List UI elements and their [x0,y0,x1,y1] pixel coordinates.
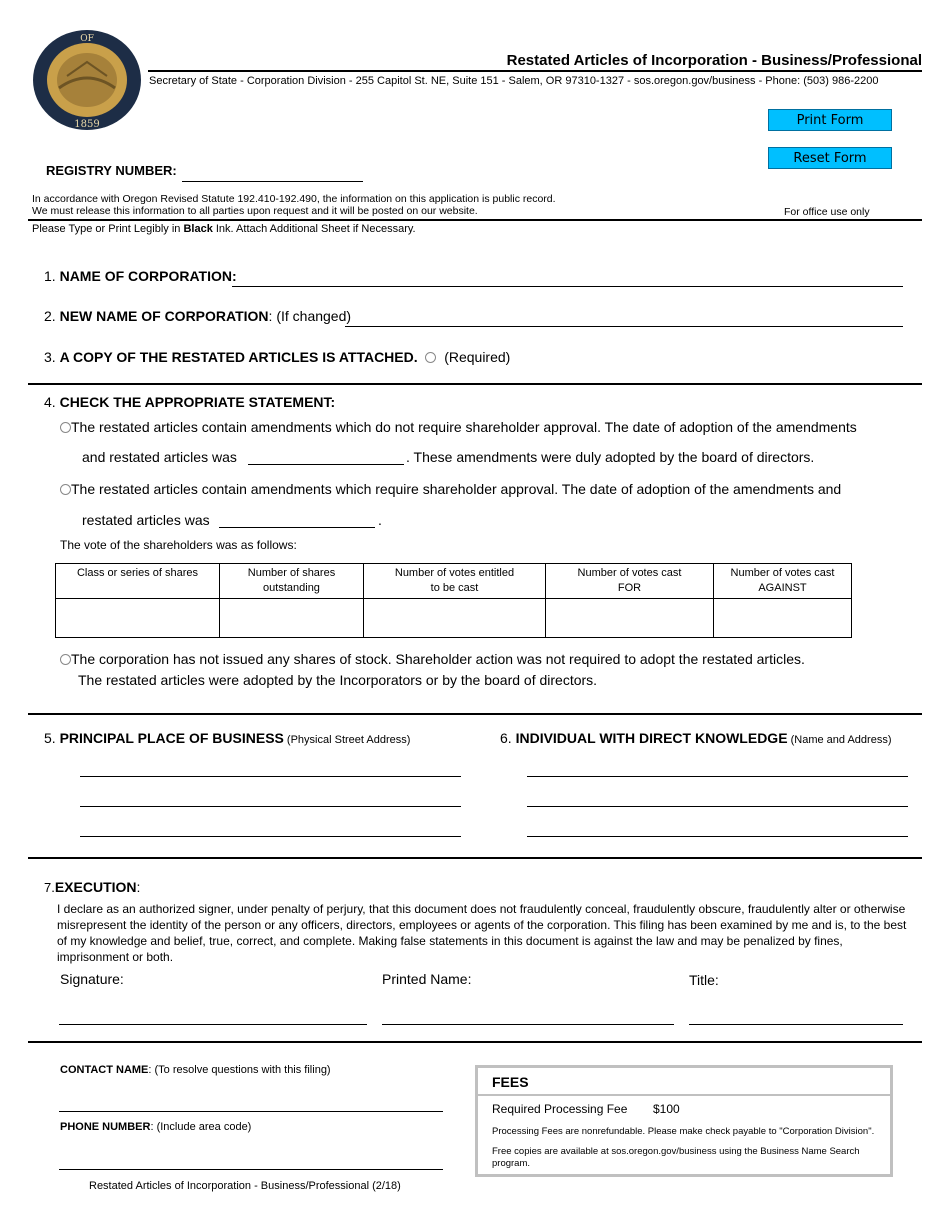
registry-number-label: REGISTRY NUMBER: [46,163,177,178]
section-6-divider [28,857,922,859]
phone-number-label: PHONE NUMBER: (Include area code) [60,1121,252,1133]
business-address-line-1[interactable] [80,762,461,777]
shares-outstanding-cell[interactable] [220,599,364,638]
section-7-divider [28,1041,922,1043]
contact-name-field[interactable] [59,1097,443,1112]
business-address-line-3[interactable] [80,822,461,837]
form-title: Restated Articles of Incorporation - Business/Professional [506,52,922,69]
individual-line-3[interactable] [527,822,908,837]
col-class-series: Class or series of shares [56,564,220,599]
notice-line-2: We must release this information to all parties upon request and it will be posted on our website. [32,205,478,217]
signature-label: Signature: [60,971,124,987]
title-rule [148,70,922,72]
notice-line-1: In accordance with Oregon Revised Statute 192.410-192.490, the information on this application is public record. [32,193,556,205]
votes-against-cell[interactable] [714,599,852,638]
free-copies-note: Free copies are available at sos.oregon.gov/business using the Business Name Search program. [492,1146,860,1169]
svg-text:OF: OF [80,34,94,44]
table-header-row [56,564,852,599]
fee-amount: $100 [653,1102,680,1116]
section-6-label: 6. INDIVIDUAL WITH DIRECT KNOWLEDGE (Name and Address) [500,730,892,746]
fees-title: FEES [492,1074,529,1090]
option-no-shares-radio[interactable] [60,654,71,665]
header-divider [28,219,922,221]
fees-nonrefundable-note: Processing Fees are nonrefundable. Please make check payable to "Corporation Division". [492,1126,875,1137]
vote-intro: The vote of the shareholders was as follows: [60,538,297,552]
option-2-adoption-date-field[interactable] [219,513,375,528]
section-3-divider [28,383,922,385]
execution-declaration: I declare as an authorized signer, under penalty of perjury, that this document does not fraudulently conceal, fraudulently obscure, fraudulently alter or otherwise misrepresent the identity of the person or any officers, directors, employees or agents of the corporation. This filing has been examined by me and is, to the best of my knowledge and belief, true, correct, and complete. Making false statements in this document is against the law and may be penalized by fines, imprisonment or both. [57,902,907,964]
title-label: Title: [689,972,719,988]
option-2-line-1: The restated articles contain amendments which require shareholder approval. The date of adoption of the amendments and [60,481,841,497]
col-votes-entitled: Number of votes entitled to be cast [364,564,546,599]
fees-divider [478,1094,890,1096]
option-3-line-1: The corporation has not issued any shares of stock. Shareholder action was not required to adopt the restated articles. [60,651,805,667]
section-2-label: 2. NEW NAME OF CORPORATION: (If changed) [44,308,352,324]
option-1-adoption-date-field[interactable] [248,450,404,465]
fees-box [475,1065,893,1177]
printed-name-field[interactable] [382,1010,674,1025]
option-2-line-2b: . [378,512,382,528]
votes-entitled-cell[interactable] [364,599,546,638]
class-series-cell[interactable] [56,599,220,638]
option-2-line-2a: restated articles was [82,512,210,528]
articles-attached-radio[interactable] [425,352,436,363]
option-1-line-1: The restated articles contain amendments which do not require shareholder approval. The date of adoption of the amendments [60,419,857,435]
agency-address: Secretary of State - Corporation Division - 255 Capitol St. NE, Suite 151 - Salem, OR 97310-1327 - sos.oregon.gov/business - Phone: (503) 986-2200 [149,75,879,87]
oregon-state-seal [31,28,143,132]
individual-line-1[interactable] [527,762,908,777]
title-field[interactable] [689,1010,903,1025]
option-3-line-2: The restated articles were adopted by the Incorporators or by the board of directors. [78,672,598,688]
section-3-label: 3. A COPY OF THE RESTATED ARTICLES IS ATTACHED. (Required) [44,349,511,365]
section-4-label: 4. CHECK THE APPROPRIATE STATEMENT: [44,394,336,410]
section-4-divider [28,713,922,715]
col-shares-outstanding: Number of shares outstanding [220,564,364,599]
option-no-approval-radio[interactable] [60,422,71,433]
section-1-label: 1. NAME OF CORPORATION: [44,268,237,284]
signature-field[interactable] [59,1010,367,1025]
col-votes-for: Number of votes cast FOR [546,564,714,599]
individual-line-2[interactable] [527,792,908,807]
shareholder-vote-table [55,563,852,638]
office-use-label: For office use only [784,206,870,218]
new-corporation-name-field[interactable] [345,310,903,327]
fee-label: Required Processing Fee [492,1102,628,1116]
instructions-text: Please Type or Print Legibly in Black Ink. Attach Additional Sheet if Necessary. [32,223,416,235]
table-row [56,599,852,638]
business-address-line-2[interactable] [80,792,461,807]
option-1-line-2b: . These amendments were duly adopted by the board of directors. [406,449,815,465]
votes-for-cell[interactable] [546,599,714,638]
option-1-line-2a: and restated articles was [82,449,237,465]
form-footer: Restated Articles of Incorporation - Business/Professional (2/18) [89,1180,401,1192]
col-votes-against: Number of votes cast AGAINST [714,564,852,599]
section-7-label: 7.EXECUTION: [44,879,141,895]
contact-name-label: CONTACT NAME: (To resolve questions with this filing) [60,1064,331,1076]
option-shareholder-approval-radio[interactable] [60,484,71,495]
section-5-label: 5. PRINCIPAL PLACE OF BUSINESS (Physical Street Address) [44,730,411,746]
printed-name-label: Printed Name: [382,971,472,987]
corporation-name-field[interactable] [232,270,903,287]
print-form-button[interactable]: Print Form [768,109,892,131]
phone-number-field[interactable] [59,1155,443,1170]
registry-number-field[interactable] [182,165,363,182]
public-record-notice [32,193,556,217]
reset-form-button[interactable]: Reset Form [768,147,892,169]
seal-year: 1859 [74,119,100,130]
